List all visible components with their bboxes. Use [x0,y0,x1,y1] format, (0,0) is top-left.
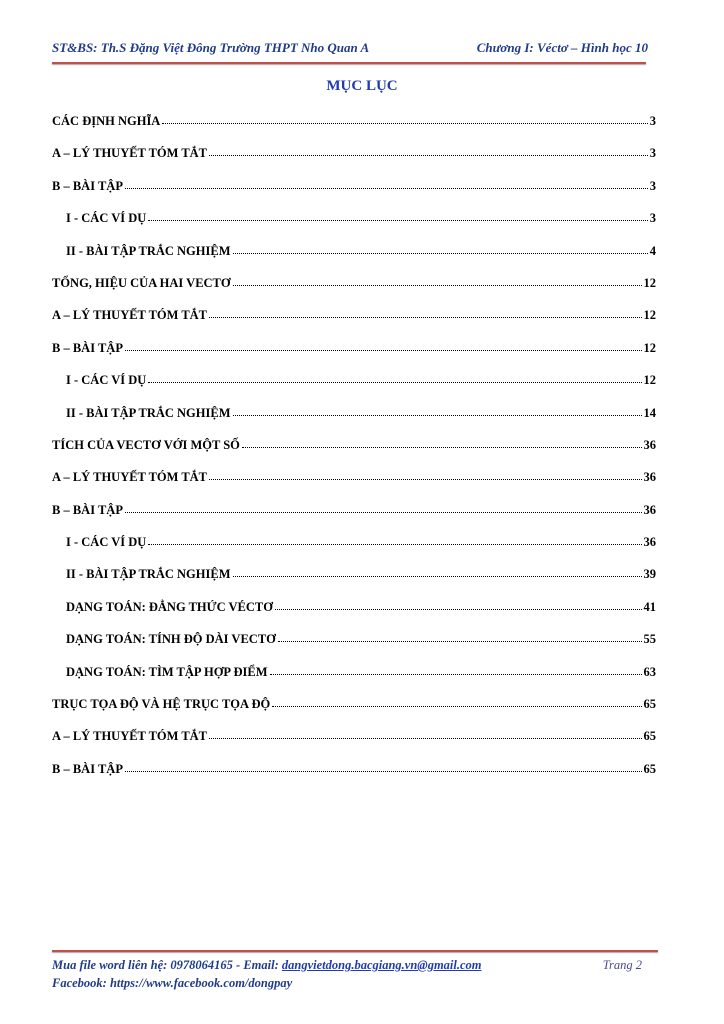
toc-entry[interactable] [52,502,656,534]
toc-entry[interactable] [52,696,656,728]
toc-entry-text: A – LÝ THUYẾT TÓM TẮT [52,470,208,485]
toc-entry-text: B – BÀI TẬP [52,178,123,193]
toc-entry[interactable] [52,664,656,696]
toc-entry-page: 41 [643,599,656,614]
toc-entry-text: DẠNG TOÁN: ĐẲNG THỨC VÉCTƠ [66,599,273,614]
toc-entry-page: 3 [649,178,656,193]
toc-dot-leader [162,113,647,124]
toc-dot-leader [233,566,642,577]
toc-entry-text: II - BÀI TẬP TRẮC NGHIỆM [66,567,231,582]
footer-facebook[interactable]: Facebook: https://www.facebook.com/dongpay [52,976,293,990]
toc-entry[interactable] [52,243,656,275]
toc-dot-leader [209,469,641,480]
toc-entry[interactable] [52,372,656,404]
page-header [52,40,648,64]
toc-dot-leader [272,696,641,707]
toc-entry-text: A – LÝ THUYẾT TÓM TẮT [52,729,208,744]
toc-entry-page: 36 [643,502,656,517]
toc-entry-page: 4 [649,243,656,258]
toc-dot-leader [125,178,648,189]
toc-entry-page: 3 [649,211,656,226]
toc-entry-page: 12 [643,340,656,355]
toc-dot-leader [233,275,642,286]
toc-entry-page: 65 [643,729,656,744]
footer-email-link[interactable]: dangvietdong.bacgiang.vn@gmail.com [281,958,482,972]
toc-entry[interactable] [52,405,656,437]
header-chapter: Chương I: Véctơ – Hình học 10 [476,40,648,55]
toc-entry-text: TÍCH CỦA VECTƠ VỚI MỘT SỐ [52,437,240,452]
toc-dot-leader [270,664,642,675]
toc-entry[interactable] [52,275,656,307]
toc-entry-page: 36 [643,437,656,452]
toc-entry-page: 12 [643,308,656,323]
toc-entry-text: I - CÁC VÍ DỤ [66,211,147,226]
toc-entry-page: 3 [649,114,656,128]
toc-title: MỤC LỤC [326,78,398,94]
toc-entry[interactable] [52,307,656,339]
footer-contact-prefix: Mua file word liên hệ: 0978064165 - Email: [52,958,282,972]
toc-entry-page: 36 [643,535,656,550]
toc-entry[interactable] [52,534,656,566]
toc-entry[interactable] [52,437,656,469]
toc-entry[interactable] [52,728,656,760]
toc-dot-leader [209,145,648,156]
toc-entry-text: TỔNG, HIỆU CỦA HAI VECTƠ [52,275,231,290]
table-of-contents [52,113,656,793]
toc-entry-page: 55 [643,632,656,647]
toc-entry-text: DẠNG TOÁN: TÌM TẬP HỢP ĐIỂM [66,664,268,679]
toc-dot-leader [233,243,648,254]
toc-entry-page: 3 [649,146,656,161]
toc-entry-text: CÁC ĐỊNH NGHĨA [52,114,161,128]
toc-entry[interactable] [52,178,656,210]
toc-dot-leader [242,437,642,448]
toc-entry-text: II - BÀI TẬP TRẮC NGHIỆM [66,405,231,420]
header-author: ST&BS: Th.S Đặng Việt Đông Trường THPT Nho Quan A [52,40,370,55]
toc-dot-leader [233,405,642,416]
toc-entry[interactable] [52,210,656,242]
toc-entry-page: 14 [643,405,656,420]
toc-dot-leader [125,340,642,351]
toc-dot-leader [125,502,642,513]
toc-entry[interactable] [52,761,656,793]
toc-entry-text: TRỤC TỌA ĐỘ VÀ HỆ TRỤC TỌA ĐỘ [52,697,271,712]
toc-entry[interactable] [52,631,656,663]
toc-dot-leader [278,631,642,642]
toc-entry-page: 65 [643,761,656,776]
toc-entry-text: B – BÀI TẬP [52,502,123,517]
header-rule [52,62,646,64]
toc-dot-leader [125,761,642,772]
page-number: Trang 2 [602,958,642,972]
toc-dot-leader [148,210,647,221]
page-footer [52,956,648,992]
toc-entry-text: A – LÝ THUYẾT TÓM TẮT [52,146,208,161]
toc-entry-page: 12 [643,373,656,388]
toc-entry-page: 12 [643,275,656,290]
toc-entry[interactable] [52,599,656,631]
toc-entry[interactable] [52,145,656,177]
toc-entry[interactable] [52,469,656,501]
toc-dot-leader [148,372,641,383]
toc-entry-text: II - BÀI TẬP TRẮC NGHIỆM [66,243,231,258]
footer-rule [52,950,658,952]
toc-entry[interactable] [52,566,656,598]
toc-entry-page: 39 [643,567,656,582]
footer-contact [52,956,482,974]
toc-entry-page: 65 [643,697,656,712]
toc-entry-page: 36 [643,470,656,485]
toc-entry-text: A – LÝ THUYẾT TÓM TẮT [52,308,208,323]
toc-dot-leader [209,307,641,318]
toc-entry[interactable] [52,340,656,372]
toc-entry-text: DẠNG TOÁN: TÍNH ĐỘ DÀI VECTƠ [66,632,276,647]
toc-dot-leader [148,534,641,545]
toc-dot-leader [275,599,642,610]
toc-entry-text: B – BÀI TẬP [52,340,123,355]
toc-entry-text: B – BÀI TẬP [52,761,123,776]
toc-dot-leader [209,728,641,739]
toc-entry-text: I - CÁC VÍ DỤ [66,373,147,388]
toc-entry-page: 63 [643,664,656,679]
toc-entry[interactable] [52,113,656,145]
toc-entry-text: I - CÁC VÍ DỤ [66,535,147,550]
